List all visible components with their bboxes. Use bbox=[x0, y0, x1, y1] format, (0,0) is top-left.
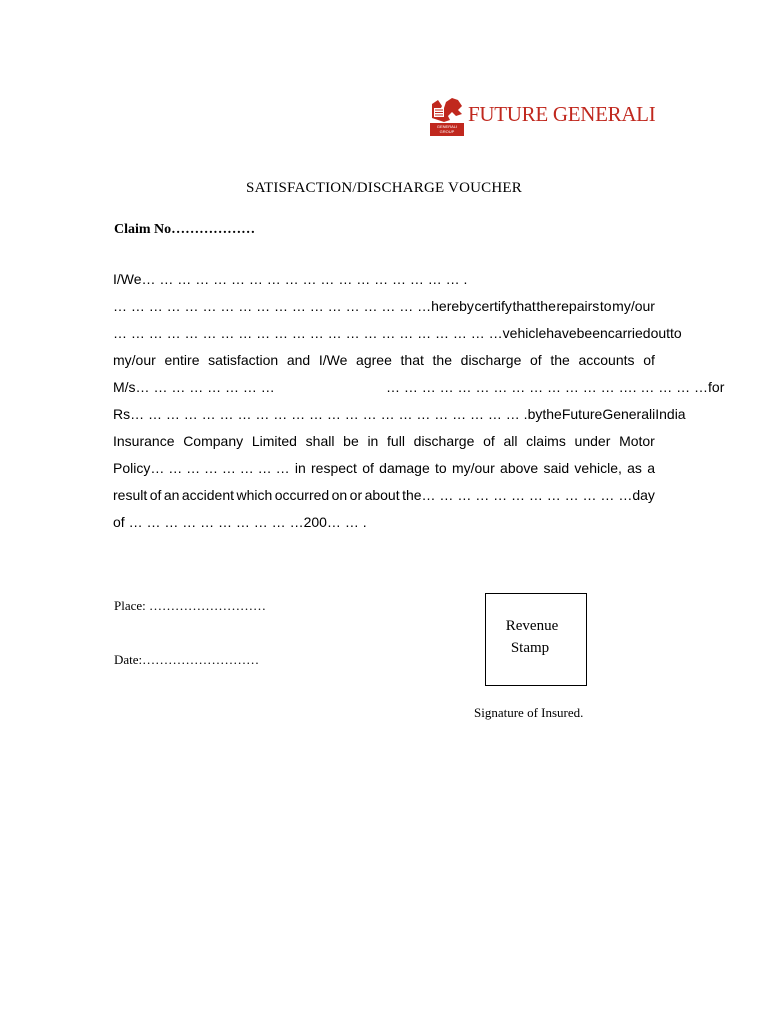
body-word: an bbox=[163, 487, 180, 503]
body-word: of bbox=[530, 352, 542, 368]
body-word: … … … … … … … … … … … … … … … … … …hereby bbox=[113, 298, 474, 314]
body-line-5-left: M/s… … … … … … … … bbox=[113, 379, 275, 395]
body-word: my/our bbox=[451, 460, 495, 476]
body-word: be bbox=[343, 433, 359, 449]
body-word: my/our bbox=[612, 298, 655, 314]
body-word: all bbox=[503, 433, 518, 449]
body-word: the bbox=[536, 298, 556, 314]
body-word: under bbox=[574, 433, 611, 449]
logo-brand-name: FUTURE GENERALI bbox=[468, 102, 656, 126]
body-word: on bbox=[331, 487, 348, 503]
body-word: damage bbox=[379, 460, 430, 476]
body-word: of bbox=[362, 460, 374, 476]
body-word: entire bbox=[164, 352, 200, 368]
body-word: satisfaction bbox=[208, 352, 279, 368]
body-word: accident bbox=[181, 487, 235, 503]
body-word: discharge bbox=[460, 352, 522, 368]
body-line-4 bbox=[113, 352, 655, 368]
body-word: Insurance bbox=[113, 433, 175, 449]
body-word: of bbox=[149, 487, 162, 503]
body-word: I/We bbox=[318, 352, 348, 368]
body-word: respect bbox=[311, 460, 357, 476]
body-word: Future bbox=[561, 406, 603, 422]
body-word: which bbox=[236, 487, 273, 503]
body-word: that bbox=[512, 298, 536, 314]
body-word: accounts bbox=[578, 352, 635, 368]
body-word: the bbox=[550, 352, 570, 368]
place-label: Place: ……………………… bbox=[114, 598, 267, 613]
body-word: to bbox=[435, 460, 447, 476]
body-word: certify bbox=[474, 298, 512, 314]
body-line-5-right: … … … … … … … … … … … … … …. … … … …for bbox=[386, 379, 725, 395]
body-word: Limited bbox=[251, 433, 297, 449]
body-word: discharge bbox=[413, 433, 475, 449]
body-line-7 bbox=[113, 433, 655, 449]
body-word: that bbox=[400, 352, 424, 368]
body-word: carried bbox=[607, 325, 651, 341]
body-line-10: of … … … … … … … … … …200… … . bbox=[113, 514, 367, 530]
body-word: as bbox=[627, 460, 642, 476]
revenue-stamp-box bbox=[485, 593, 587, 686]
stamp-line-2: Stamp bbox=[510, 640, 550, 656]
body-word: agree bbox=[356, 352, 392, 368]
body-word: a bbox=[647, 460, 655, 476]
body-word: been bbox=[576, 325, 608, 341]
body-word: of bbox=[643, 352, 655, 368]
body-word: out bbox=[650, 325, 671, 341]
signature-label: Signature of Insured. bbox=[474, 705, 584, 720]
body-word: have bbox=[546, 325, 577, 341]
body-word: or bbox=[349, 487, 363, 503]
body-word: to bbox=[670, 325, 682, 341]
body-line-3 bbox=[113, 325, 682, 341]
body-word: my/our bbox=[113, 352, 156, 368]
body-word: result bbox=[113, 487, 148, 503]
body-word: the… … … … … … … … … … … …day bbox=[402, 487, 655, 503]
body-line-2 bbox=[113, 298, 655, 314]
future-generali-logo bbox=[428, 96, 654, 138]
body-word: Rs… … … … … … … … … … … … … … … … … … … … … … . bbox=[113, 406, 528, 422]
body-word: about bbox=[364, 487, 400, 503]
body-word: the bbox=[432, 352, 452, 368]
body-word: in bbox=[294, 460, 306, 476]
body-word: full bbox=[387, 433, 405, 449]
body-word: Generali bbox=[602, 406, 656, 422]
logo-mark-text: GENERALI GROUP bbox=[436, 124, 458, 134]
body-word: … … … … … … … … … … … … … … … … … … … … … …vehicle bbox=[113, 325, 547, 341]
body-word: Policy… … … … … … … … bbox=[113, 460, 290, 476]
body-word: occurred bbox=[274, 487, 330, 503]
claim-number-label: Claim No……………… bbox=[114, 222, 256, 237]
body-word: shall bbox=[305, 433, 335, 449]
body-word: of bbox=[483, 433, 495, 449]
body-line-6 bbox=[113, 406, 686, 422]
body-word: India bbox=[655, 406, 686, 422]
document-title: SATISFACTION/DISCHARGE VOUCHER bbox=[246, 180, 522, 196]
body-word: Motor bbox=[619, 433, 655, 449]
body-word: Company bbox=[183, 433, 244, 449]
body-word: in bbox=[367, 433, 379, 449]
body-word: said bbox=[543, 460, 570, 476]
body-line-9 bbox=[113, 487, 655, 503]
body-word: claims bbox=[526, 433, 566, 449]
stamp-line-1: Revenue bbox=[505, 618, 559, 634]
body-word: above bbox=[500, 460, 539, 476]
body-word: by bbox=[527, 406, 543, 422]
body-word: and bbox=[286, 352, 311, 368]
body-line-1: I/We… … … … … … … … … … … … … … … … … … . bbox=[113, 271, 468, 287]
body-line-8 bbox=[113, 460, 655, 476]
body-word: repairs bbox=[556, 298, 600, 314]
date-label: Date:……………………… bbox=[114, 652, 260, 667]
body-word: to bbox=[599, 298, 612, 314]
body-word: vehicle, bbox=[574, 460, 622, 476]
body-word: the bbox=[542, 406, 562, 422]
